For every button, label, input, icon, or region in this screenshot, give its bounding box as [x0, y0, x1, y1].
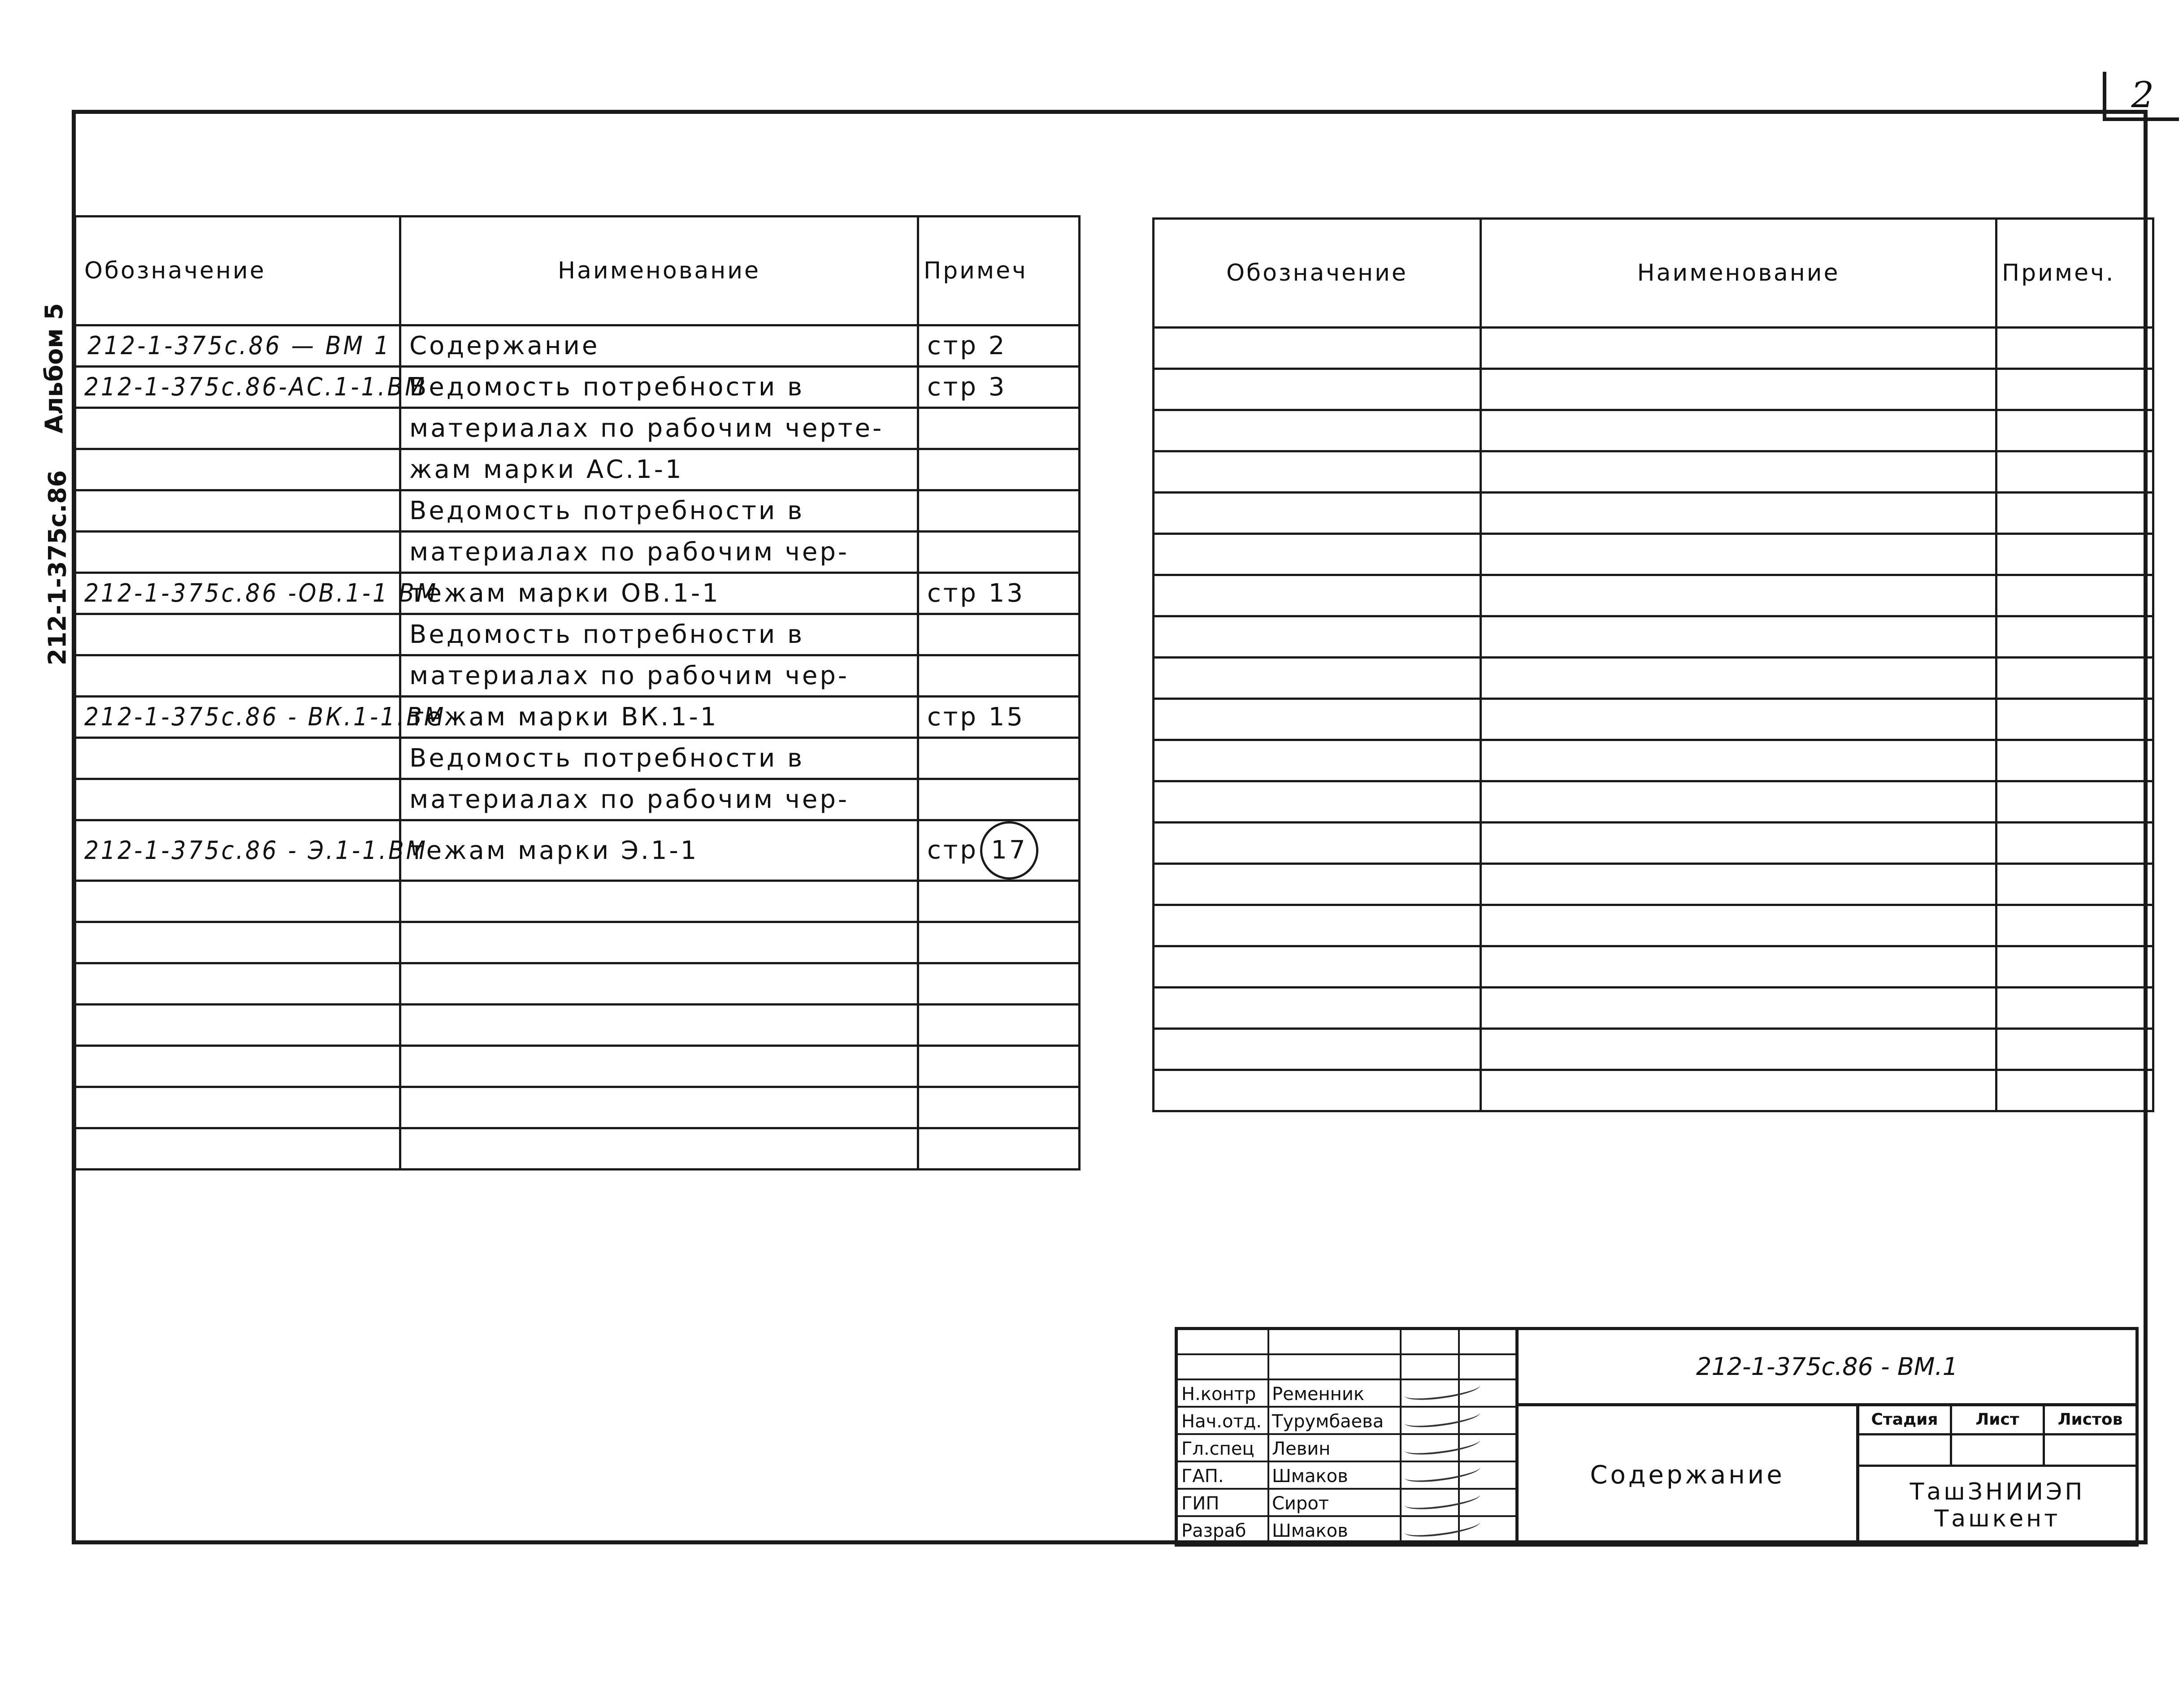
empty-cell	[1154, 988, 1481, 1029]
note-header: Примеч.	[1996, 219, 2153, 328]
row-note	[918, 697, 1080, 738]
empty-cell	[1996, 988, 2153, 1029]
staff-name: Ременник	[1272, 1384, 1364, 1405]
empty-cell	[1154, 1029, 1481, 1070]
contents-table-right	[1152, 217, 2154, 1112]
empty-row	[1154, 864, 2153, 905]
empty-cell	[1481, 493, 1996, 534]
row-note	[918, 738, 1080, 779]
staff-row	[1178, 1435, 1515, 1462]
empty-cell	[1481, 328, 1996, 369]
empty-row	[1154, 781, 2153, 823]
empty-cell	[1481, 823, 1996, 864]
staff-role: ГИП	[1181, 1493, 1220, 1514]
name-header: Наименование	[400, 217, 918, 325]
table-row	[75, 325, 1080, 367]
empty-cell	[1481, 1029, 1996, 1070]
empty-cell	[1154, 946, 1481, 988]
stage-sheet-headers	[1859, 1406, 2135, 1435]
empty-cell	[400, 1128, 918, 1170]
organization	[1859, 1467, 2135, 1543]
table-row	[75, 573, 1080, 614]
header-row	[75, 217, 1080, 325]
empty-cell	[400, 963, 918, 1005]
empty-cell	[1154, 823, 1481, 864]
empty-cell	[1154, 534, 1481, 575]
signature	[1403, 1432, 1481, 1458]
staff-name: Шмаков	[1272, 1466, 1348, 1487]
empty-cell	[1481, 946, 1996, 988]
row-name: Ведомость потребности в	[400, 367, 918, 408]
empty-row	[1154, 946, 2153, 988]
sheet-header: Лист	[1952, 1406, 2045, 1433]
empty-cell	[1154, 658, 1481, 699]
staff-name: Левин	[1272, 1439, 1331, 1459]
empty-row	[1154, 1070, 2153, 1111]
organization-name: ТашЗНИИЭП	[1910, 1478, 2085, 1505]
empty-cell	[1996, 616, 2153, 658]
row-name: тежам марки ОВ.1-1	[400, 573, 918, 614]
title-block	[1175, 1327, 2139, 1547]
empty-row	[1154, 699, 2153, 740]
empty-cell	[918, 1128, 1080, 1170]
row-name: тежам марки ВК.1-1	[400, 697, 918, 738]
empty-cell	[1154, 699, 1481, 740]
row-note	[918, 820, 1080, 881]
row-designation	[75, 614, 400, 655]
empty-cell	[1481, 410, 1996, 451]
approval-signatures	[1178, 1330, 1519, 1543]
row-note	[918, 614, 1080, 655]
empty-cell	[1996, 1070, 2153, 1111]
empty-cell	[1481, 616, 1996, 658]
empty-cell	[1996, 369, 2153, 410]
empty-row	[1154, 451, 2153, 493]
staff-row	[1178, 1517, 1515, 1544]
empty-cell	[1481, 575, 1996, 616]
empty-row	[1154, 658, 2153, 699]
row-note	[918, 573, 1080, 614]
empty-cell	[1481, 534, 1996, 575]
empty-cell	[1996, 493, 2153, 534]
staff-name: Турумбаева	[1272, 1411, 1384, 1432]
empty-cell	[1154, 410, 1481, 451]
empty-cell	[400, 922, 918, 963]
row-name: Ведомость потребности в	[400, 490, 918, 532]
row-note-text: стр 3	[927, 373, 1007, 402]
document-code: 212-1-375с.86 - ВМ.1	[1519, 1330, 2135, 1406]
empty-row	[75, 881, 1080, 922]
empty-cell	[1154, 369, 1481, 410]
empty-row	[75, 1046, 1080, 1087]
table-row	[75, 820, 1080, 881]
table-row	[75, 655, 1080, 697]
empty-cell	[1481, 699, 1996, 740]
sheets-header: Листов	[2057, 1410, 2123, 1429]
empty-cell	[1996, 575, 2153, 616]
empty-cell	[400, 1087, 918, 1128]
name-header: Наименование	[1481, 219, 1996, 328]
empty-row	[1154, 575, 2153, 616]
row-note-text: стр 15	[927, 702, 1025, 732]
empty-row	[1154, 410, 2153, 451]
stage-header: Стадия	[1859, 1406, 1952, 1433]
empty-cell	[1154, 1070, 1481, 1111]
signature	[1403, 1405, 1481, 1431]
row-name: материалах по рабочим чер-	[400, 655, 918, 697]
row-note-text: стр 13	[927, 579, 1025, 608]
row-designation: 212-1-375с.86 - ВК.1-1.ВМ	[75, 697, 400, 738]
empty-cell	[1154, 451, 1481, 493]
row-name: тежам марки Э.1-1	[400, 820, 918, 881]
empty-cell	[75, 1046, 400, 1087]
empty-row	[75, 1005, 1080, 1046]
empty-cell	[75, 1128, 400, 1170]
designation-header: Обозначение	[75, 217, 400, 325]
empty-row	[1154, 328, 2153, 369]
row-note	[918, 490, 1080, 532]
side-code-label: 212-1-375с.86	[43, 470, 72, 666]
staff-role: Н.контр	[1181, 1384, 1256, 1405]
row-note	[918, 367, 1080, 408]
empty-cell	[1996, 740, 2153, 781]
empty-cell	[1481, 740, 1996, 781]
signature	[1403, 1460, 1481, 1485]
note-header: Примеч	[918, 217, 1080, 325]
empty-cell	[1481, 451, 1996, 493]
empty-cell	[1481, 369, 1996, 410]
row-designation: 212-1-375с.86 -ОВ.1-1 ВМ	[75, 573, 400, 614]
row-designation	[75, 449, 400, 490]
empty-cell	[1481, 905, 1996, 946]
empty-cell	[1481, 658, 1996, 699]
empty-row	[1154, 369, 2153, 410]
row-note	[918, 779, 1080, 820]
row-designation: 212-1-375с.86 — ВМ 1	[75, 325, 400, 367]
empty-cell	[1481, 864, 1996, 905]
row-note	[918, 408, 1080, 449]
empty-cell	[918, 922, 1080, 963]
row-designation	[75, 779, 400, 820]
document-title: Содержание	[1519, 1406, 1859, 1543]
sheet-number: 2	[2103, 72, 2179, 121]
empty-row	[1154, 534, 2153, 575]
empty-cell	[1154, 575, 1481, 616]
empty-row	[75, 1087, 1080, 1128]
empty-cell	[1996, 658, 2153, 699]
empty-cell	[1996, 451, 2153, 493]
signature	[1403, 1487, 1481, 1513]
empty-cell	[918, 963, 1080, 1005]
empty-cell	[400, 1005, 918, 1046]
table-row	[75, 738, 1080, 779]
row-designation	[75, 532, 400, 573]
empty-cell	[1481, 781, 1996, 823]
empty-cell	[400, 1046, 918, 1087]
organization-city: Ташкент	[1934, 1505, 2061, 1532]
row-designation	[75, 738, 400, 779]
empty-cell	[918, 881, 1080, 922]
empty-cell	[1996, 328, 2153, 369]
row-designation	[75, 655, 400, 697]
empty-cell	[1154, 740, 1481, 781]
empty-cell	[918, 1005, 1080, 1046]
row-note	[918, 655, 1080, 697]
row-name: Содержание	[400, 325, 918, 367]
empty-cell	[1996, 864, 2153, 905]
staff-role: ГАП.	[1181, 1466, 1224, 1487]
row-name: Ведомость потребности в	[400, 614, 918, 655]
row-designation: 212-1-375с.86 - Э.1-1.ВМ	[75, 820, 400, 881]
empty-cell	[1996, 905, 2153, 946]
row-name: материалах по рабочим чер-	[400, 779, 918, 820]
empty-cell	[1996, 699, 2153, 740]
empty-cell	[75, 922, 400, 963]
row-note	[918, 325, 1080, 367]
empty-cell	[1481, 1070, 1996, 1111]
empty-cell	[1154, 328, 1481, 369]
designation-header: Обозначение	[1154, 219, 1481, 328]
row-note-text: стр	[927, 836, 978, 865]
empty-row	[1154, 1029, 2153, 1070]
row-note	[918, 449, 1080, 490]
table-row	[75, 614, 1080, 655]
empty-cell	[75, 1087, 400, 1128]
empty-cell	[75, 881, 400, 922]
empty-row	[1154, 905, 2153, 946]
empty-cell	[1154, 864, 1481, 905]
row-name: жам марки АС.1-1	[400, 449, 918, 490]
empty-cell	[1996, 946, 2153, 988]
empty-cell	[75, 963, 400, 1005]
table-row	[75, 779, 1080, 820]
empty-cell	[1996, 781, 2153, 823]
table-row	[75, 449, 1080, 490]
row-designation: 212-1-375с.86-АС.1-1.ВМ	[75, 367, 400, 408]
row-name: материалах по рабочим черте-	[400, 408, 918, 449]
table-row	[75, 532, 1080, 573]
row-designation	[75, 408, 400, 449]
empty-cell	[1481, 988, 1996, 1029]
staff-row	[1178, 1462, 1515, 1490]
stage-sheet-values	[1859, 1435, 2135, 1467]
album-label: Альбом 5	[39, 303, 68, 434]
staff-name: Шмаков	[1272, 1521, 1348, 1541]
staff-role: Разраб	[1181, 1521, 1246, 1541]
row-name: материалах по рабочим чер-	[400, 532, 918, 573]
staff-role: Нач.отд.	[1181, 1411, 1262, 1432]
empty-cell	[1154, 616, 1481, 658]
staff-row	[1178, 1490, 1515, 1517]
header-row	[1154, 219, 2153, 328]
empty-cell	[918, 1046, 1080, 1087]
empty-row	[1154, 823, 2153, 864]
row-name: Ведомость потребности в	[400, 738, 918, 779]
table-row	[75, 697, 1080, 738]
row-note-text: стр 2	[927, 331, 1007, 360]
table-row	[75, 490, 1080, 532]
empty-row	[1154, 616, 2153, 658]
empty-row	[1154, 740, 2153, 781]
empty-row	[1154, 493, 2153, 534]
row-designation	[75, 490, 400, 532]
empty-row	[75, 963, 1080, 1005]
empty-cell	[1996, 534, 2153, 575]
table-row	[75, 408, 1080, 449]
signature	[1403, 1514, 1481, 1540]
staff-row	[1178, 1380, 1515, 1408]
empty-cell	[400, 881, 918, 922]
empty-row	[1154, 988, 2153, 1029]
table-row	[75, 367, 1080, 408]
row-note	[918, 532, 1080, 573]
staff-name: Сирот	[1272, 1493, 1329, 1514]
empty-cell	[75, 1005, 400, 1046]
empty-cell	[1996, 823, 2153, 864]
empty-cell	[1154, 781, 1481, 823]
empty-cell	[1154, 493, 1481, 534]
empty-row	[75, 1128, 1080, 1170]
staff-row	[1178, 1408, 1515, 1435]
staff-role: Гл.спец	[1181, 1439, 1254, 1459]
empty-cell	[918, 1087, 1080, 1128]
empty-cell	[1996, 1029, 2153, 1070]
contents-table-left	[74, 215, 1081, 1170]
signature	[1403, 1378, 1481, 1403]
circled-page-number: 17	[980, 821, 1038, 880]
empty-row	[75, 922, 1080, 963]
empty-cell	[1996, 410, 2153, 451]
empty-cell	[1154, 905, 1481, 946]
